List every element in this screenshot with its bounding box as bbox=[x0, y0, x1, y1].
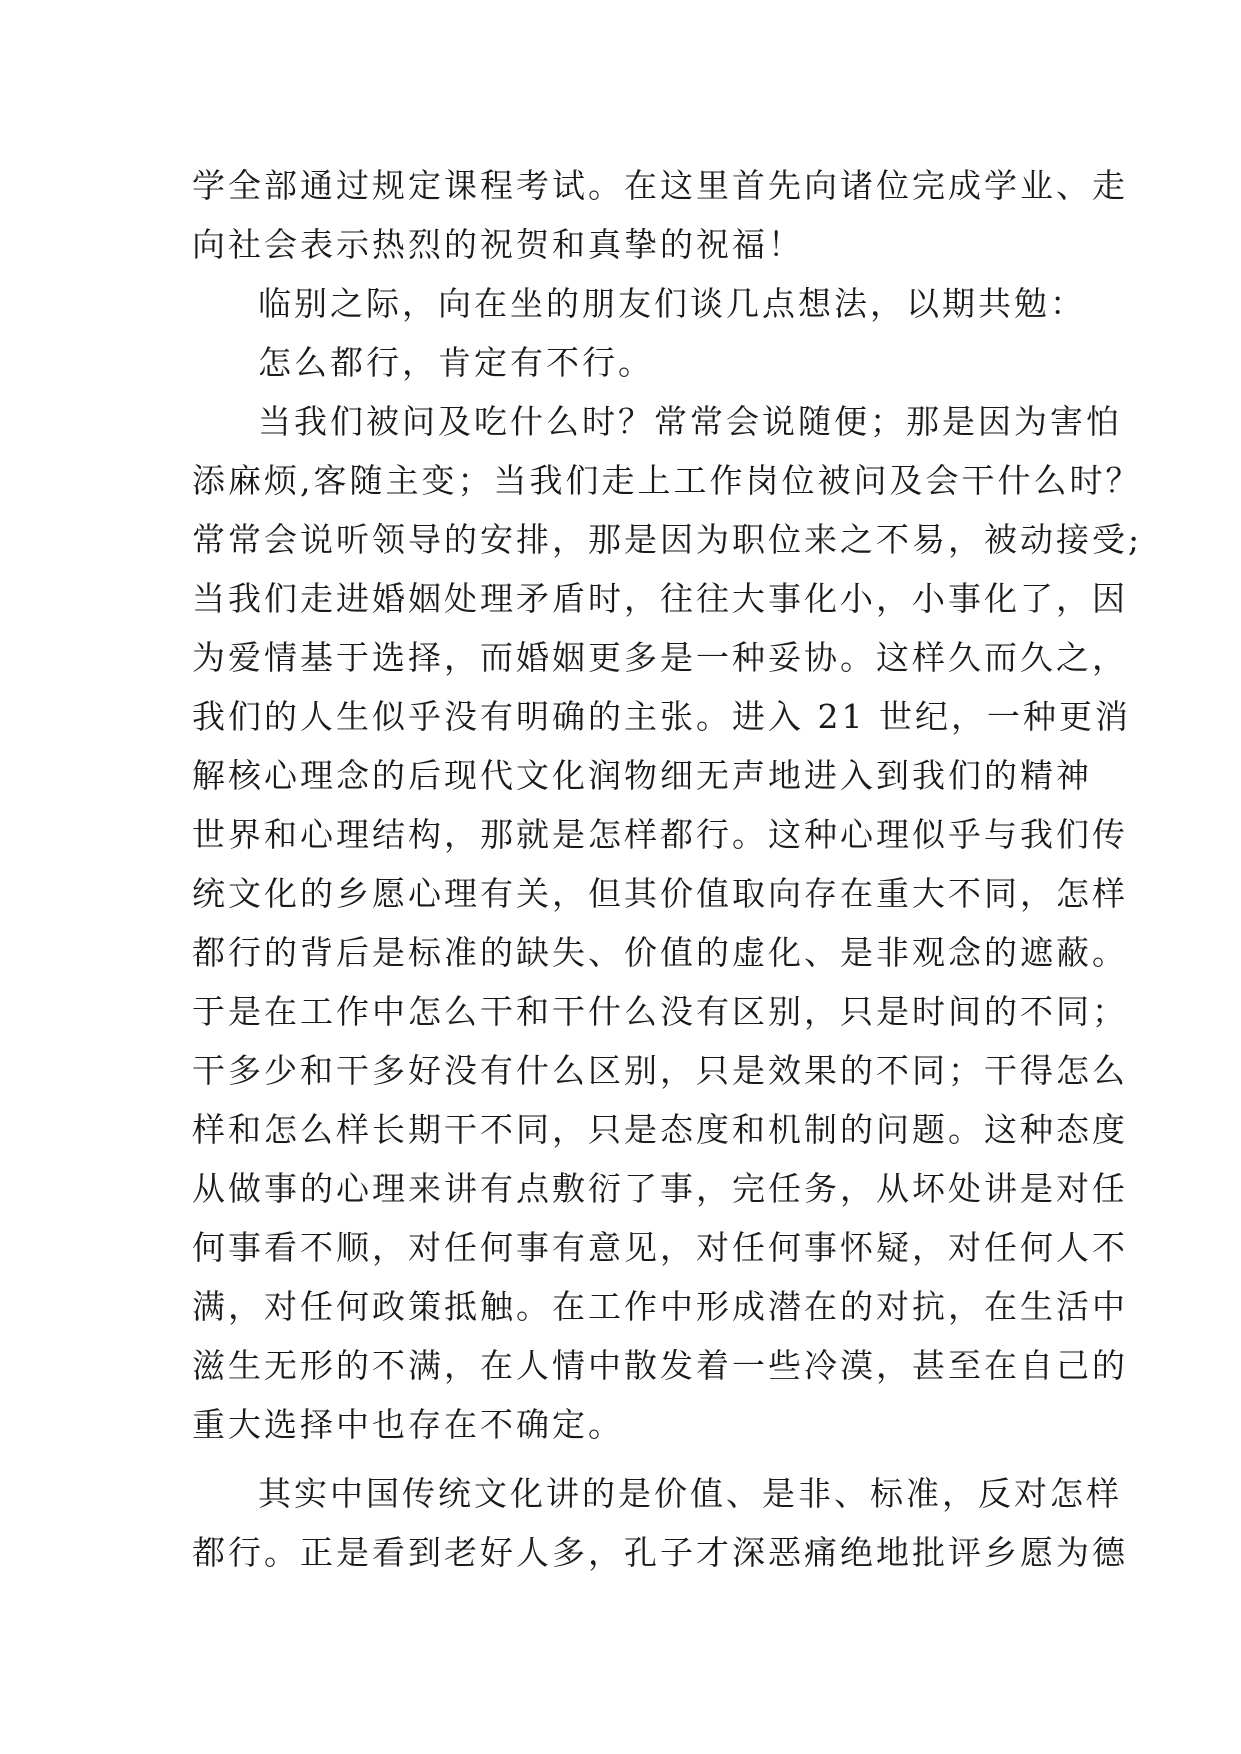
text-line: 何事看不顺，对任何事有意见，对任何事怀疑，对任何人不 bbox=[192, 1228, 1128, 1267]
text-line: 样和怎么样长期干不同，只是态度和机制的问题。这种态度 bbox=[192, 1110, 1128, 1149]
text-line: 常常会说听领导的安排，那是因为职位来之不易，被动接受; bbox=[192, 520, 1143, 559]
text-line: 都行。正是看到老好人多，孔子才深恶痛绝地批评乡愿为德 bbox=[192, 1533, 1128, 1572]
body-text bbox=[192, 156, 1143, 1582]
text-line: 为爱情基于选择，而婚姻更多是一种妥协。这样久而久之， bbox=[192, 638, 1128, 677]
text-line: 解核心理念的后现代文化润物细无声地进入到我们的精神 bbox=[192, 756, 1092, 795]
text-line: 学全部通过规定课程考试。在这里首先向诸位完成学业、走 bbox=[192, 166, 1128, 205]
text-line: 向社会表示热烈的祝贺和真挚的祝福！ bbox=[192, 225, 804, 264]
text-line: 都行的背后是标准的缺失、价值的虚化、是非观念的遮蔽。 bbox=[192, 933, 1128, 972]
text-line: 滋生无形的不满，在人情中散发着一些冷漠，甚至在自己的 bbox=[192, 1346, 1128, 1385]
text-line: 统文化的乡愿心理有关，但其价值取向存在重大不同，怎样 bbox=[192, 874, 1128, 913]
text-line: 添麻烦,客随主变；当我们走上工作岗位被问及会干什么时？ bbox=[192, 461, 1142, 500]
text-line: 满，对任何政策抵触。在工作中形成潜在的对抗，在生活中 bbox=[192, 1287, 1128, 1326]
text-line: 从做事的心理来讲有点敷衍了事，完任务，从坏处讲是对任 bbox=[192, 1169, 1128, 1208]
text-line: 当我们走进婚姻处理矛盾时，往往大事化小，小事化了，因 bbox=[192, 579, 1128, 618]
text-line: 干多少和干多好没有什么区别，只是效果的不同；干得怎么 bbox=[192, 1051, 1128, 1090]
text-line: 怎么都行，肯定有不行。 bbox=[258, 343, 654, 382]
text-line: 于是在工作中怎么干和干什么没有区别，只是时间的不同； bbox=[192, 992, 1128, 1031]
text-line: 世界和心理结构，那就是怎样都行。这种心理似乎与我们传 bbox=[192, 815, 1128, 854]
text-line: 其实中国传统文化讲的是价值、是非、标准，反对怎样 bbox=[258, 1474, 1122, 1513]
text-line: 当我们被问及吃什么时？常常会说随便；那是因为害怕 bbox=[258, 402, 1122, 441]
text-line: 我们的人生似乎没有明确的主张。进入 21 世纪，一种更消 bbox=[192, 697, 1131, 736]
text-line: 重大选择中也存在不确定。 bbox=[192, 1405, 624, 1444]
text-line: 临别之际，向在坐的朋友们谈几点想法，以期共勉： bbox=[258, 284, 1086, 323]
